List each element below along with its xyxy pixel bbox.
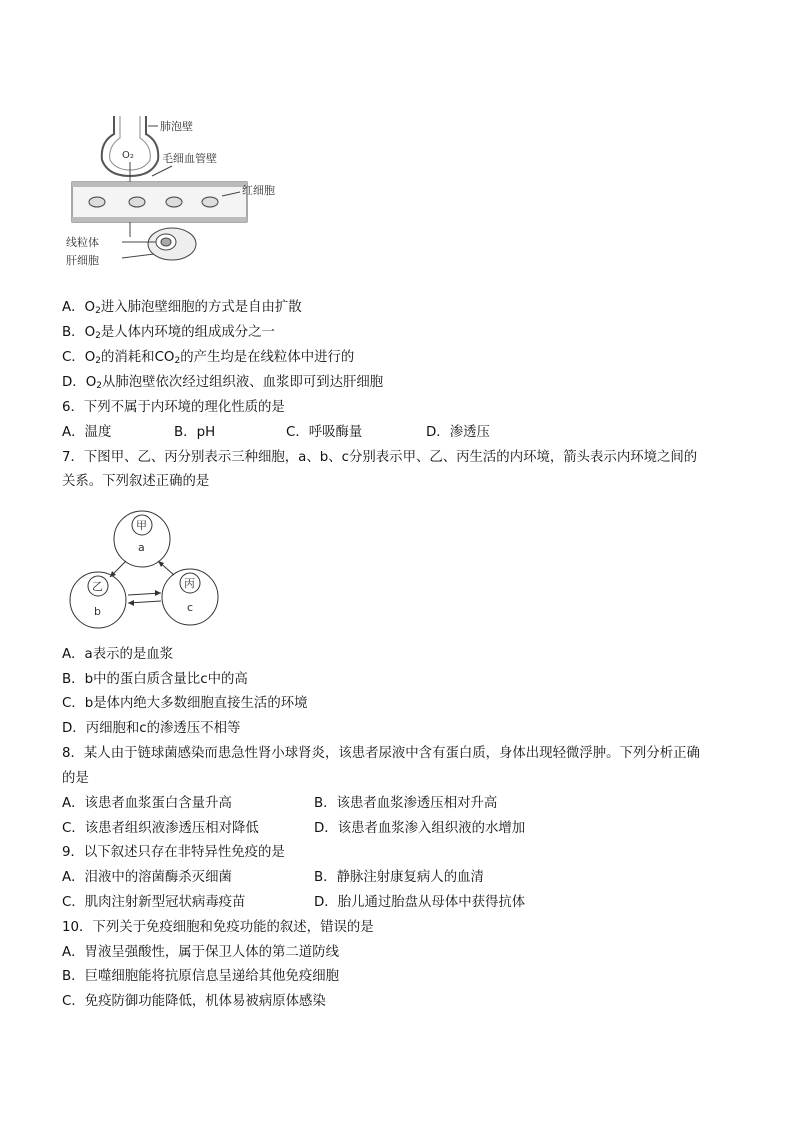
o2-label: O₂ — [122, 150, 134, 161]
a-label: a — [138, 541, 145, 554]
red-cell-label: 红细胞 — [242, 184, 275, 197]
q7-option-a: A．a表示的是血浆 — [62, 647, 174, 662]
yi-label: 乙 — [92, 580, 103, 593]
c-label: c — [187, 601, 194, 614]
q10-option-c: C．免疫防御功能降低，机体易被病原体感染 — [62, 994, 326, 1009]
q7-option-d: D．丙细胞和c的渗透压不相等 — [62, 721, 241, 736]
q7-stem-line2: 关系。下列叙述正确的是 — [62, 474, 210, 489]
mitochondria-label: 线粒体 — [66, 236, 99, 249]
q6-stem: 6．下列不属于内环境的理化性质的是 — [62, 400, 285, 415]
q9-stem: 9．以下叙述只存在非特异性免疫的是 — [62, 845, 285, 860]
q9-option-a: A．泪液中的溶菌酶杀灭细菌 — [62, 870, 232, 885]
q7-option-b: B．b中的蛋白质含量比c中的高 — [62, 672, 248, 687]
q5-option-a: A．$O_2$进入肺泡壁细胞的方式是自由扩散 — [62, 300, 302, 316]
q5-option-c: C．$O_2$的消耗和$CO_2$的产生均是在线粒体中进行的 — [62, 350, 355, 366]
q8-option-b: B．该患者血浆渗透压相对升高 — [314, 796, 498, 811]
q9-option-d: D．胎儿通过胎盘从母体中获得抗体 — [314, 895, 526, 910]
q10-stem: 10．下列关于免疫细胞和免疫功能的叙述，错误的是 — [62, 920, 374, 935]
jia-label: 甲 — [136, 519, 147, 532]
q8-option-c: C．该患者组织液渗透压相对降低 — [62, 821, 259, 836]
q7-stem-line1: 7．下图甲、乙、丙分别表示三种细胞，a、b、c分别表示甲、乙、丙生活的内环境，箭头表示内环境之间的 — [62, 450, 698, 465]
q8-option-a: A．该患者血浆蛋白含量升高 — [62, 796, 232, 811]
q8-stem-line2: 的是 — [62, 771, 89, 786]
alveolus-capillary-figure — [62, 112, 282, 284]
alveolar-wall-label: 肺泡壁 — [160, 120, 193, 133]
q9-option-b: B．静脉注射康复病人的血清 — [314, 870, 484, 885]
q8-stem-line1: 8．某人由于链球菌感染而患急性肾小球肾炎，该患者尿液中含有蛋白质，身体出现轻微浮肿。下列分析正确 — [62, 746, 700, 761]
bing-label: 丙 — [184, 577, 195, 590]
q6-option-c: C．呼吸酶量 — [286, 425, 363, 440]
q8-option-d: D．该患者血浆渗入组织液的水增加 — [314, 821, 526, 836]
q6-option-b: B．pH — [174, 425, 216, 440]
capillary-wall-label: 毛细血管壁 — [162, 152, 217, 165]
q5-option-d: D．$O_2$从肺泡壁依次经过组织液、血浆即可到达肝细胞 — [62, 375, 384, 391]
q9-option-c: C．肌肉注射新型冠状病毒疫苗 — [62, 895, 246, 910]
cell-environment-diagram — [66, 505, 226, 630]
b-label: b — [94, 605, 101, 618]
q6-option-a: A．温度 — [62, 425, 112, 440]
q5-option-b: B．$O_2$是人体内环境的组成成分之一 — [62, 325, 275, 341]
q10-option-a: A．胃液呈强酸性，属于保卫人体的第二道防线 — [62, 945, 339, 960]
liver-cell-label: 肝细胞 — [66, 254, 99, 267]
q7-option-c: C．b是体内绝大多数细胞直接生活的环境 — [62, 696, 308, 711]
q6-option-d: D．渗透压 — [426, 425, 490, 440]
q10-option-b: B．巨噬细胞能将抗原信息呈递给其他免疫细胞 — [62, 969, 339, 984]
